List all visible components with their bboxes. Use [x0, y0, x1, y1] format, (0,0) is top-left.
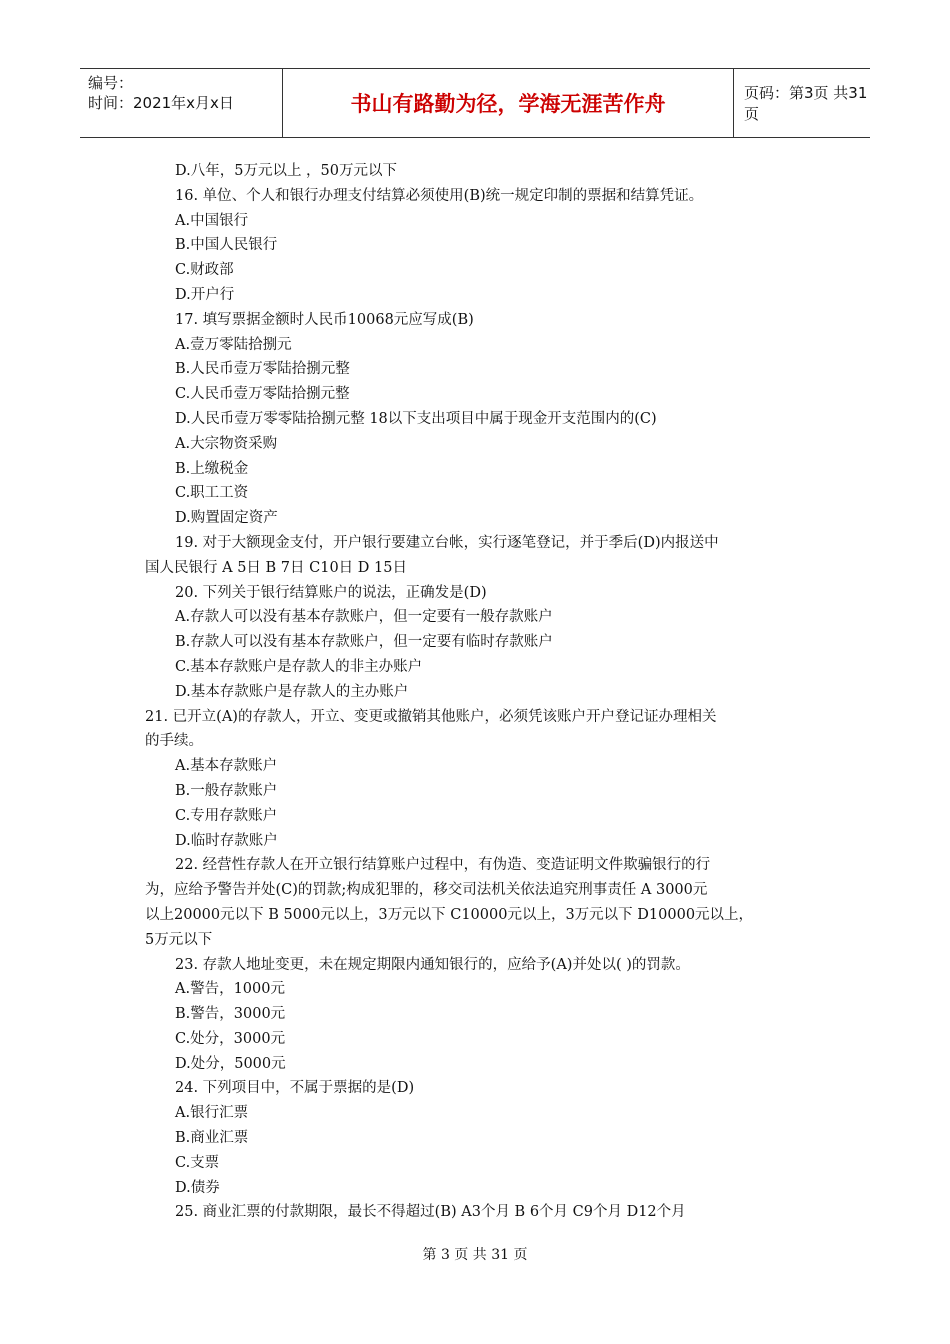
document-number-label: 编号：: [88, 74, 134, 92]
text-line: A.警告，1000元: [175, 981, 285, 998]
text-line: D.开户行: [175, 286, 235, 303]
text-line: C.财政部: [175, 262, 234, 279]
header-motto: 书山有路勤为径，学海无涯苦作舟: [282, 69, 734, 137]
text-line: A.大宗物资采购: [175, 435, 278, 452]
text-line: 17. 填写票据金额时人民币10068元应写成(B): [175, 311, 474, 328]
text-line: 以上20000元以下 B 5000元以上，3万元以下 C10000元以上，3万元以下 D10000元以上，: [145, 906, 754, 923]
text-line: C.基本存款账户是存款人的非主办账户: [175, 658, 423, 675]
text-line: 为，应给予警告并处(C)的罚款;构成犯罪的，移交司法机关依法追究刑事责任 A 3000元: [145, 882, 708, 899]
header-info-cell: [80, 69, 282, 137]
text-line: D.人民币壹万零零陆拾捌元整 18以下支出项目中属于现金开支范围内的(C): [175, 410, 657, 427]
text-line: D.临时存款账户: [175, 832, 278, 849]
text-line: 16. 单位、个人和银行办理支付结算必须使用(B)统一规定印制的票据和结算凭证。: [175, 187, 704, 204]
text-line: 5万元以下: [145, 931, 213, 948]
text-line: B.警告，3000元: [175, 1006, 286, 1023]
text-line: 25. 商业汇票的付款期限，最长不得超过(B) A3个月 B 6个月 C9个月 D12个月: [175, 1204, 686, 1221]
text-line: D.债券: [175, 1179, 220, 1196]
text-line: C.处分，3000元: [175, 1030, 286, 1047]
text-line: 19. 对于大额现金支付，开户银行要建立台帐，实行逐笔登记，并于季后(D)内报送中: [175, 534, 719, 551]
text-line: 21. 已开立(A)的存款人，开立、变更或撤销其他账户，必须凭该账户开户登记证办理相关: [145, 708, 717, 725]
header-page-label: 页码：第3页 共31页: [744, 84, 868, 123]
text-line: A.基本存款账户: [175, 758, 278, 775]
text-line: B.一般存款账户: [175, 782, 278, 799]
text-line: C.人民币壹万零陆拾捌元整: [175, 386, 350, 403]
text-line: B.上缴税金: [175, 460, 249, 477]
text-line: C.支票: [175, 1154, 220, 1171]
page-footer: 第 3 页 共 31 页: [422, 1247, 528, 1263]
text-line: A.壹万零陆拾捌元: [175, 336, 292, 353]
text-line: D.购置固定资产: [175, 510, 278, 527]
text-line: B.中国人民银行: [175, 237, 278, 254]
text-line: D.基本存款账户是存款人的主办账户: [175, 683, 409, 700]
text-line: A.中国银行: [175, 212, 249, 229]
text-line: 24. 下列项目中，不属于票据的是(D): [175, 1080, 415, 1097]
text-line: 23. 存款人地址变更，未在规定期限内通知银行的，应给予(A)并处以( )的罚款。: [175, 956, 690, 973]
text-line: D.八年，5万元以上 ，50万元以下: [175, 163, 398, 179]
text-line: D.处分，5000元: [175, 1055, 286, 1072]
text-line: 22. 经营性存款人在开立银行结算账户过程中，有伪造、变造证明文件欺骗银行的行: [175, 857, 711, 874]
text-line: A.银行汇票: [175, 1105, 249, 1122]
text-line: 的手续。: [145, 733, 203, 750]
text-line: B.存款人可以没有基本存款账户，但一定要有临时存款账户: [175, 634, 553, 651]
text-line: C.职工工资: [175, 485, 249, 502]
text-line: A.存款人可以没有基本存款账户，但一定要有一般存款账户: [175, 609, 553, 626]
text-line: C.专用存款账户: [175, 807, 278, 824]
text-line: B.人民币壹万零陆拾捌元整: [175, 361, 350, 378]
document-time-label: 时间：2021年x月x日: [88, 94, 234, 112]
text-line: 20. 下列关于银行结算账户的说法，正确发是(D): [175, 584, 487, 601]
page-header: [80, 68, 870, 138]
document-body: [145, 159, 820, 1225]
text-line: 国人民银行 A 5日 B 7日 C10日 D 15日: [145, 559, 407, 576]
text-line: B.商业汇票: [175, 1130, 249, 1147]
